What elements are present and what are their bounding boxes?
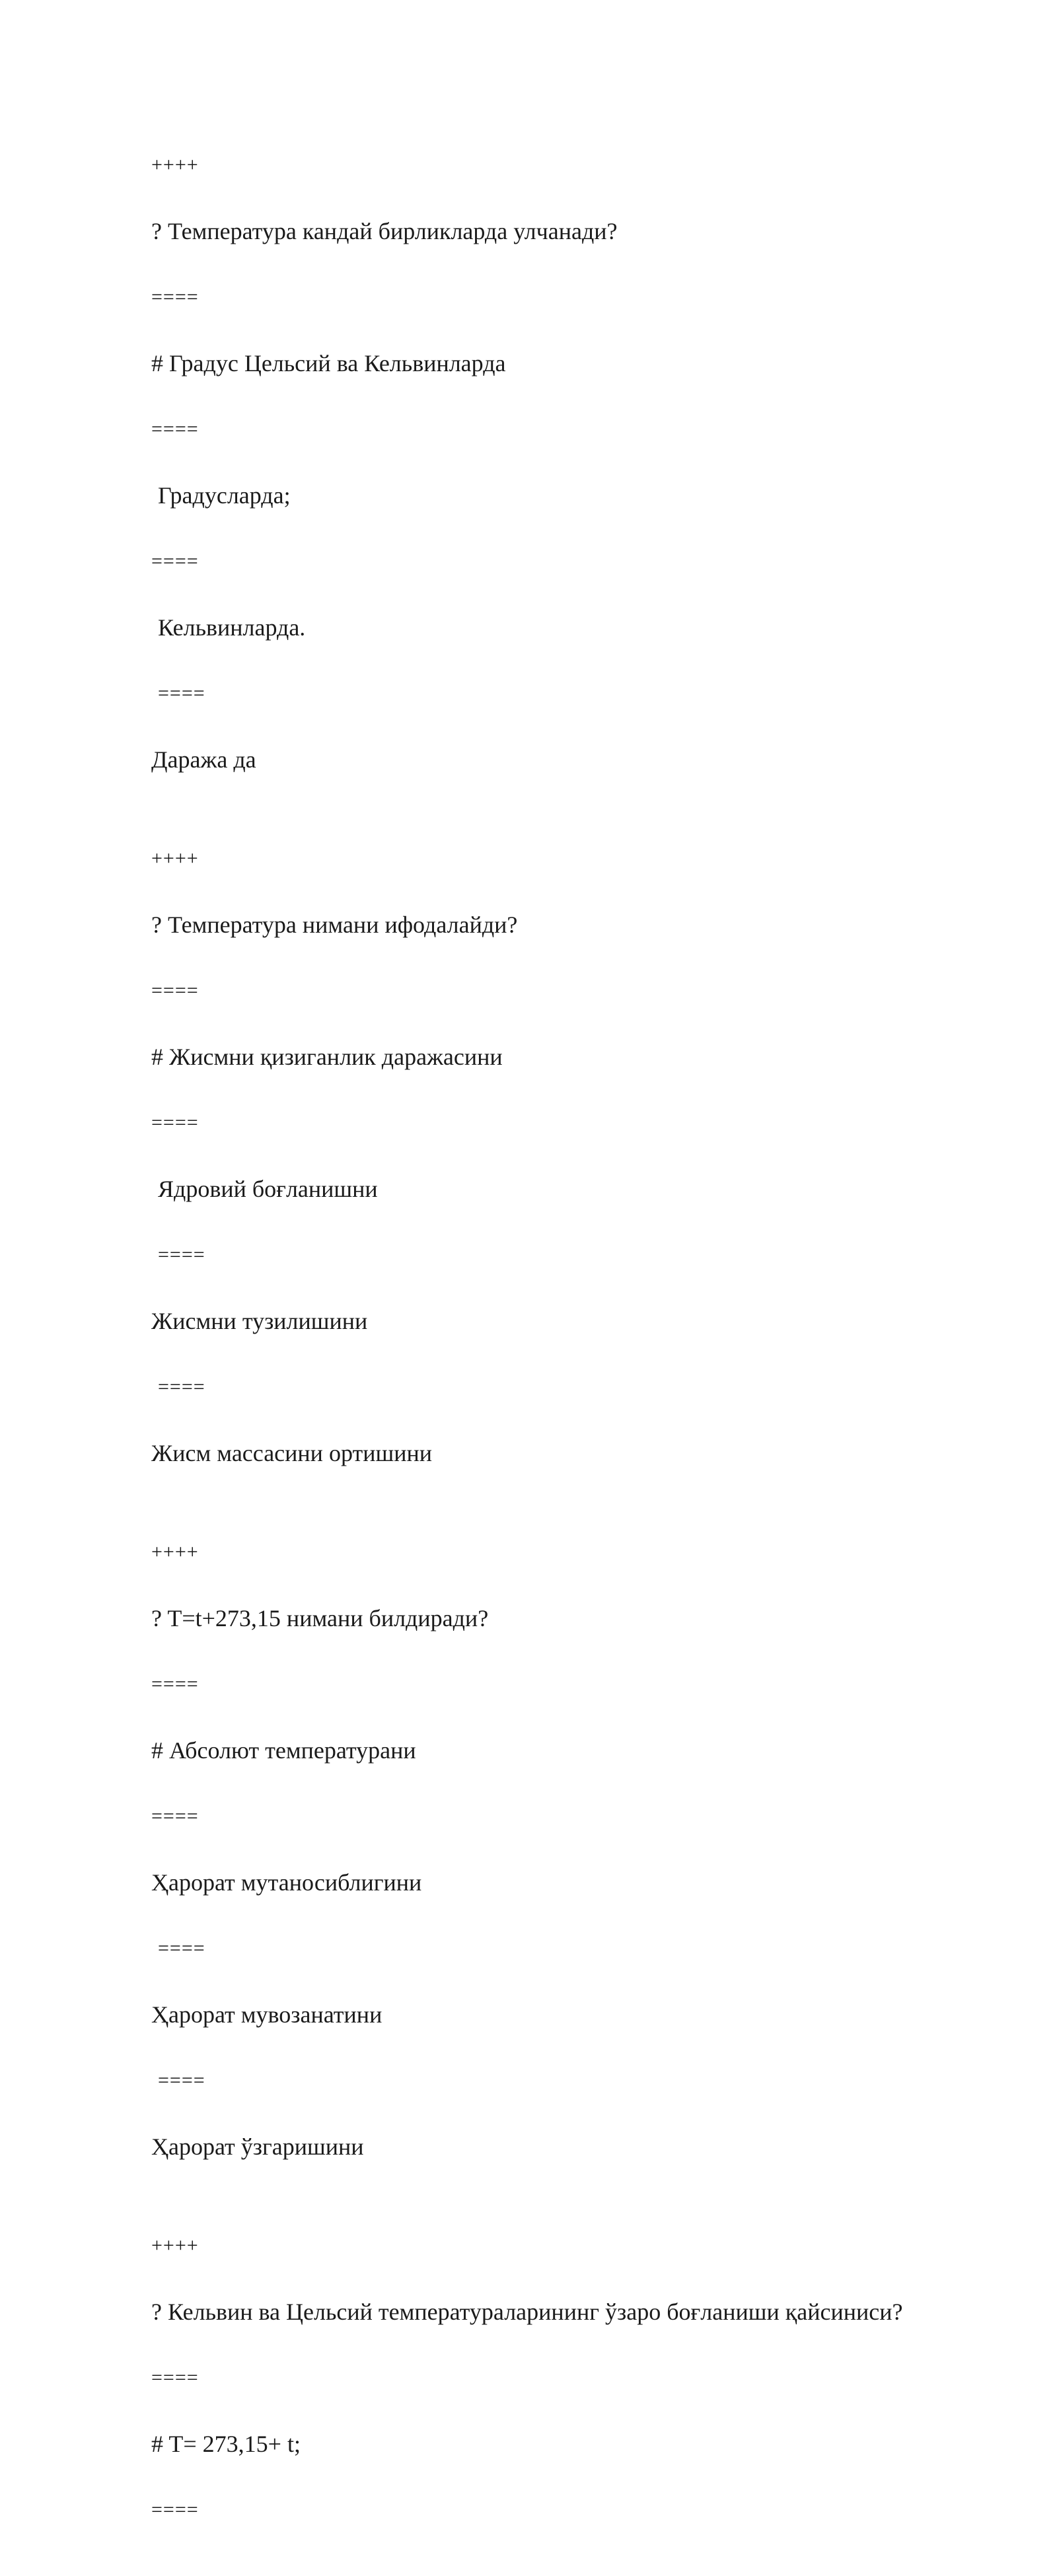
question-text: ? Температура кандай бирликларда улчанади? [151,218,618,244]
answer-separator: ==== [158,1244,205,1266]
test-questions-content [151,132,1010,2576]
answer-option: Ҳарорат мувозанатини [151,2001,383,2028]
answer-separator: ==== [151,1673,199,1695]
answer-separator: ==== [151,1805,199,1827]
question-block-1 [151,132,1010,793]
correct-answer: # T= 273,15+ t; [151,2431,301,2457]
question-block-3 [151,1519,1010,2180]
question-text: ? T=t+273,15 нимани билдиради? [151,1605,489,1631]
question-text: ? Температура нимани ифодалайди? [151,912,518,938]
answer-option: Кельвинларда. [158,614,306,641]
answer-option: Жисм массасини ортишини [151,1440,432,1466]
question-block-2 [151,826,1010,1486]
answer-separator: ==== [158,1376,205,1398]
correct-answer: # Абсолют температурани [151,1737,416,1764]
answer-option: Градусларда; [158,482,291,509]
answer-separator: ==== [151,550,199,572]
question-start-marker: ++++ [151,847,199,869]
answer-separator: ==== [151,980,199,1001]
question-block-4 [151,2213,1010,2543]
answer-option: Ҳарорат ўзгаришини [151,2133,364,2160]
question-start-marker: ++++ [151,154,199,176]
answer-separator: ==== [151,1112,199,1133]
correct-answer: # Жисмни қизиганлик даражасини [151,1044,503,1070]
answer-separator: ==== [151,2499,199,2521]
question-start-marker: ++++ [151,1541,199,1563]
answer-separator: ==== [151,286,199,308]
question-start-marker: ++++ [151,2235,199,2256]
answer-option: Жисмни тузилишини [151,1308,368,1334]
answer-separator: ==== [158,1937,205,1959]
answer-option: Ядровий боғланишни [158,1176,378,1202]
answer-option: Ҳарорат мутаносиблигини [151,1869,422,1896]
answer-separator: ==== [151,418,199,440]
answer-separator: ==== [158,2069,205,2091]
answer-separator: ==== [158,682,205,704]
answer-separator: ==== [151,2367,199,2388]
correct-answer: # Градус Цельсий ва Кельвинларда [151,350,506,376]
answer-option: Даража да [151,746,256,773]
question-text: ? Кельвин ва Цельсий температураларининг ўзаро боғланиши қайсиниси? [151,2299,903,2325]
